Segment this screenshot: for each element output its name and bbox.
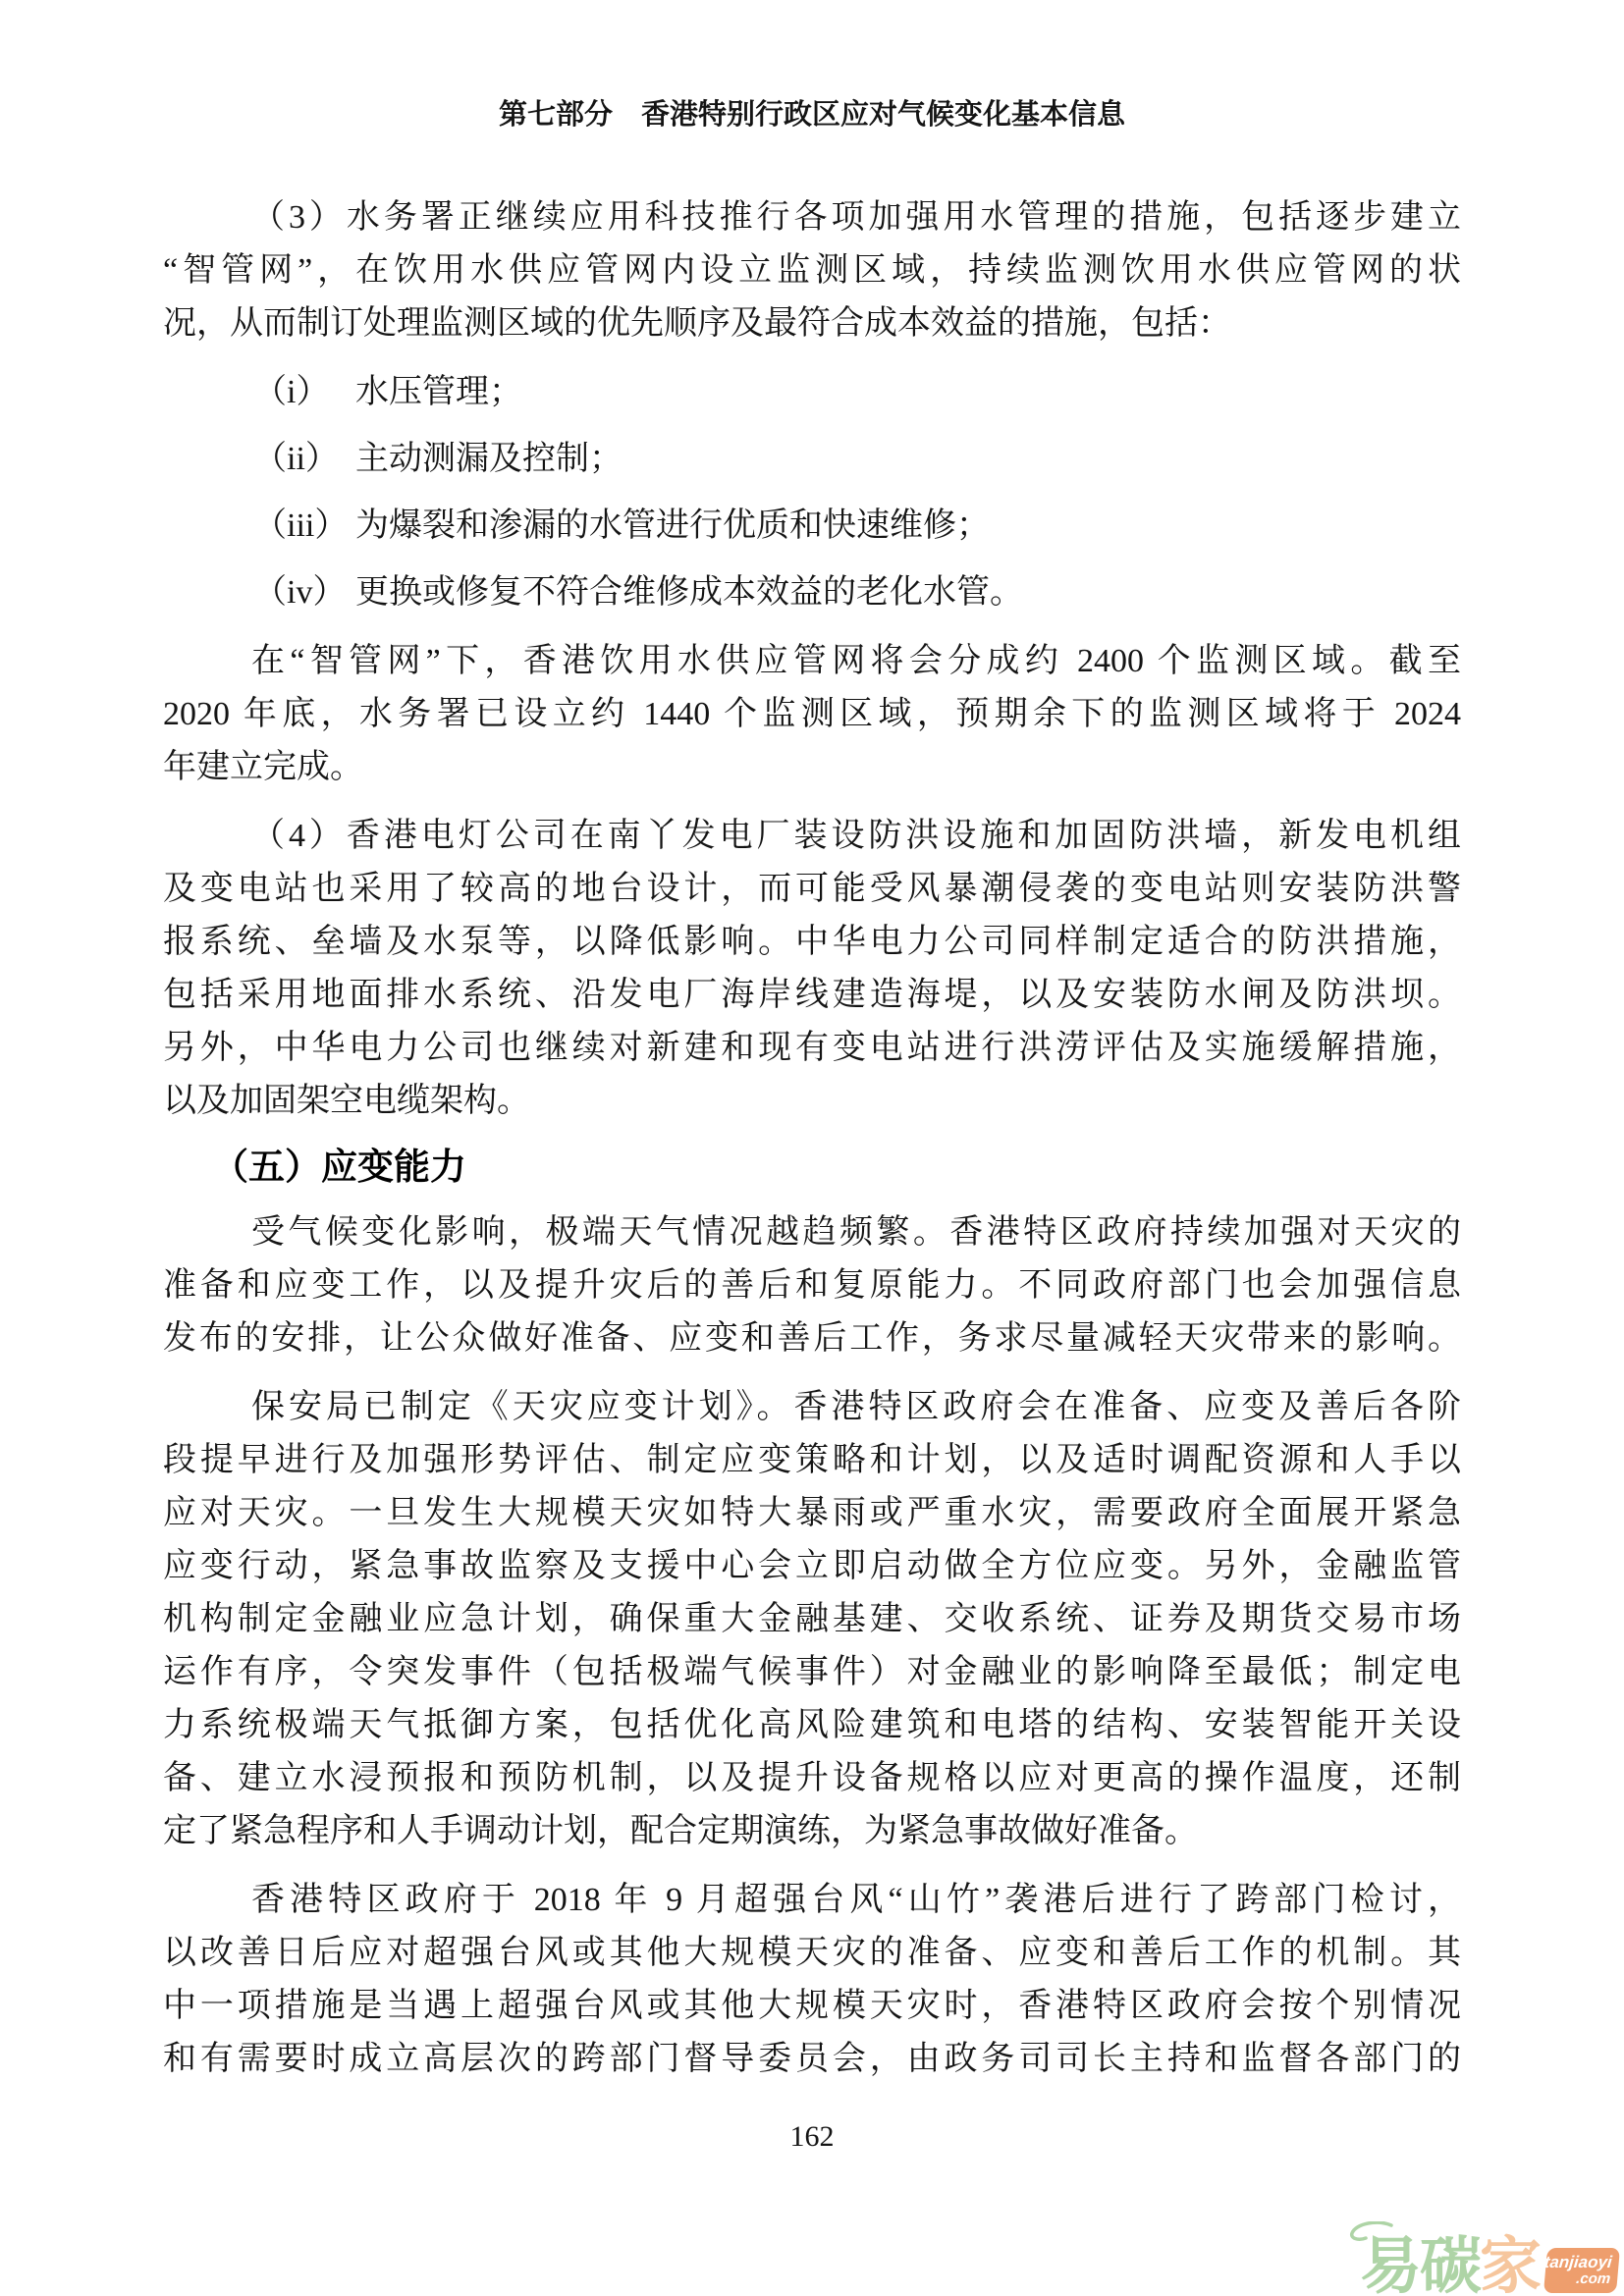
paragraph-line: 报系统、垒墙及水泵等，以降低影响。中华电力公司同样制定适合的防洪措施，: [163, 924, 1461, 960]
paragraph-line: 段提早进行及加强形势评估、制定应变策略和计划，以及适时调配资源和人手以: [163, 1442, 1461, 1478]
document-body: [163, 191, 1461, 2086]
watermark-swirl-icon: [1348, 2221, 1393, 2243]
paragraph-line: 香港特区政府于 2018 年 9 月超强台风“山竹”袭港后进行了跨部门检讨，: [251, 1882, 1461, 1918]
paragraph-line: 及变电站也采用了较高的地台设计，而可能受风暴潮侵袭的变电站则安装防洪警: [163, 871, 1461, 907]
paragraph: [163, 635, 1461, 794]
paragraph-line: 运作有序，令突发事件（包括极端气候事件）对金融业的影响降至最低；制定电: [163, 1654, 1461, 1690]
paragraph-line: 保安局已制定《天灾应变计划》。香港特区政府会在准备、应变及善后各阶: [251, 1389, 1461, 1425]
paragraph-line: 准备和应变工作，以及提升灾后的善后和复原能力。不同政府部门也会加强信息: [163, 1267, 1461, 1304]
paragraph-line: 况，从而制订处理监测区域的优先顺序及最符合成本效益的措施，包括：: [163, 305, 1231, 342]
paragraph-line: （3）水务署正继续应用科技推行各项加强用水管理的措施，包括逐步建立: [251, 199, 1461, 236]
list-item-text: 为爆裂和渗漏的水管进行优质和快速维修；: [355, 507, 990, 544]
paragraph-line: 另外，中华电力公司也继续对新建和现有变电站进行洪涝评估及实施缓解措施，: [163, 1030, 1461, 1066]
page-number: 162: [789, 2120, 835, 2153]
paragraph-line: 中一项措施是当遇上超强台风或其他大规模天灾时，香港特区政府会按个别情况: [163, 1988, 1461, 2024]
list-item-marker: （ii）: [253, 441, 339, 477]
list-item-marker: （iii）: [253, 507, 349, 544]
list-item: [163, 433, 1461, 486]
paragraph-line: 机构制定金融业应急计划，确保重大金融基建、交收系统、证券及期货交易市场: [163, 1601, 1461, 1637]
section-heading: （五）应变能力: [212, 1147, 466, 1187]
paragraph-line: （4）香港电灯公司在南丫发电厂装设防洪设施和加固防洪墙，新发电机组: [251, 818, 1461, 854]
paragraph-line: “智管网”，在饮用水供应管网内设立监测区域，持续监测饮用水供应管网的状: [163, 252, 1461, 289]
paragraph-line: 以改善日后应对超强台风或其他大规模天灾的准备、应变和善后工作的机制。其: [163, 1935, 1461, 1971]
paragraph: [163, 1874, 1461, 2086]
paragraph: [163, 191, 1461, 350]
ordered-list: [163, 366, 1461, 619]
paragraph-line: 年建立完成。: [163, 749, 363, 785]
paragraph-line: 定了紧急程序和人手调动计划，配合定期演练，为紧急事故做好准备。: [163, 1813, 1198, 1849]
list-item-marker: （iv）: [253, 574, 347, 611]
paragraph-line: 应对天灾。一旦发生大规模天灾如特大暴雨或严重水灾，需要政府全面展开紧急: [163, 1495, 1461, 1531]
list-item: [163, 500, 1461, 553]
paragraph-line: 受气候变化影响，极端天气情况越趋频繁。香港特区政府持续加强对天灾的: [251, 1214, 1461, 1251]
list-item: [163, 566, 1461, 619]
watermark-char-jia: 家: [1480, 2232, 1540, 2296]
paragraph-line: 在“智管网”下，香港饮用水供应管网将会分成约 2400 个监测区域。截至: [251, 643, 1461, 679]
watermark-domain-name: tanjiaoyi: [1543, 2253, 1613, 2271]
paragraph-line: 2020 年底，水务署已设立约 1440 个监测区域，预期余下的监测区域将于 2024: [163, 696, 1461, 732]
list-item-text: 更换或修复不符合维修成本效益的老化水管。: [355, 574, 1023, 611]
watermark-domain-badge: [1543, 2248, 1620, 2293]
list-item-marker: （i）: [253, 374, 330, 410]
paragraph: [163, 1381, 1461, 1858]
paragraph-line: 以及加固架空电缆架构。: [163, 1083, 530, 1119]
watermark-char-tan: 碳: [1420, 2232, 1480, 2296]
paragraph: [163, 810, 1461, 1128]
list-item: [163, 366, 1461, 419]
watermark-char-yi: 易: [1360, 2237, 1420, 2296]
page-header-title: 第七部分 香港特别行政区应对气候变化基本信息: [498, 99, 1125, 131]
watermark-logo: [1360, 2232, 1618, 2296]
list-item-text: 水压管理；: [355, 374, 522, 410]
paragraph-line: 发布的安排，让公众做好准备、应变和善后工作，务求尽量减轻天灾带来的影响。: [163, 1320, 1461, 1357]
paragraph-line: 备、建立水浸预报和预防机制，以及提升设备规格以应对更高的操作温度，还制: [163, 1760, 1461, 1796]
paragraph-line: 和有需要时成立高层次的跨部门督导委员会，由政务司司长主持和监督各部门的: [163, 2041, 1461, 2077]
paragraph-line: 包括采用地面排水系统、沿发电厂海岸线建造海堤，以及安装防水闸及防洪坝。: [163, 977, 1461, 1013]
list-item-text: 主动测漏及控制；: [355, 441, 623, 477]
paragraph-line: 力系统极端天气抵御方案，包括优化高风险建筑和电塔的结构、安装智能开关设: [163, 1707, 1461, 1743]
paragraph: [163, 1206, 1461, 1365]
watermark-domain-tld: .com: [1575, 2270, 1611, 2287]
paragraph-line: 应变行动，紧急事故监察及支援中心会立即启动做全方位应变。另外，金融监管: [163, 1548, 1461, 1584]
